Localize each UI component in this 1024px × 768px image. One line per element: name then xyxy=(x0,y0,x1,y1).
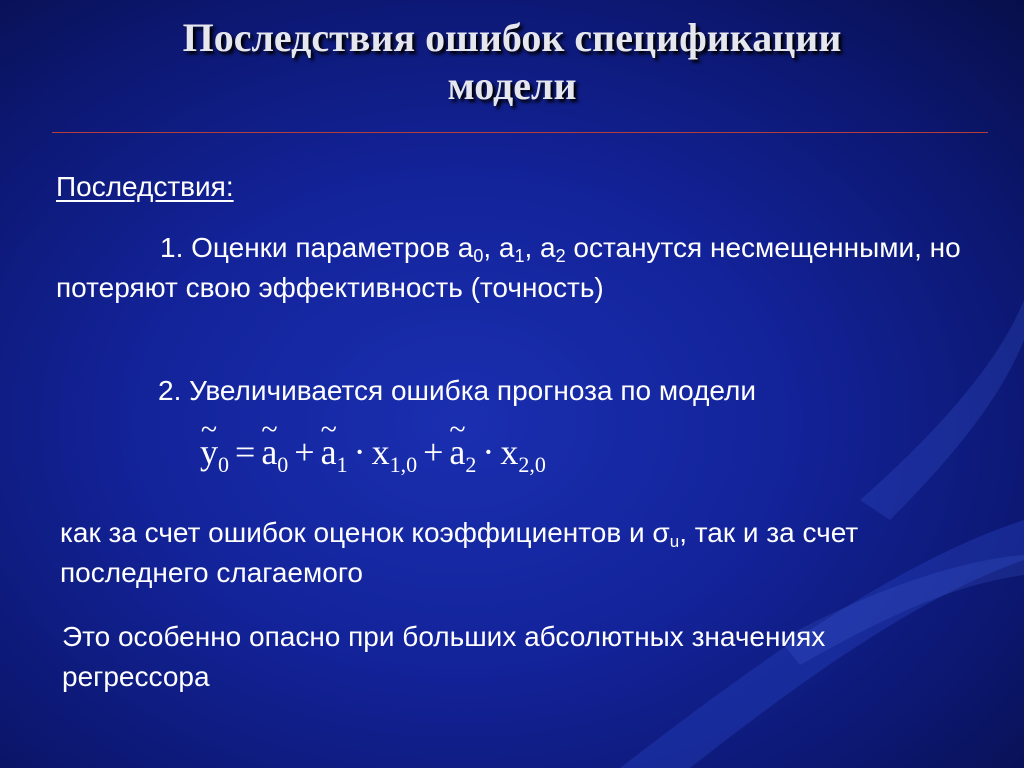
formula-dot-2: · xyxy=(482,432,495,472)
causes-suffix: , так и за счет последнего слагаемого xyxy=(60,517,859,588)
formula-a2-tilde: ~ a xyxy=(449,430,465,474)
formula-a2-sub: 2 xyxy=(465,452,477,477)
causes-prefix: как за счет ошибок оценок коэффициентов и σ xyxy=(60,517,670,548)
title-line-2: модели xyxy=(447,63,577,108)
formula-a1-sub: 1 xyxy=(336,452,348,477)
subheading: Последствия: xyxy=(56,171,234,202)
causes-sigma-sub: u xyxy=(669,532,680,551)
item1-sep2: , а xyxy=(524,232,556,263)
title-line-1: Последствия ошибок спецификации xyxy=(182,15,842,60)
formula-x1: x xyxy=(371,432,390,472)
item1-prefix: 1. Оценки параметров а xyxy=(160,232,474,263)
formula-a0-sub: 0 xyxy=(277,452,289,477)
item1-suffix: останутся несмещенными, но потеряют свою эффективность (точность) xyxy=(56,232,961,303)
list-item-1 xyxy=(56,228,976,308)
item1-sep1: , а xyxy=(483,232,515,263)
formula-a1-tilde: ~ a xyxy=(321,430,337,474)
forecast-formula xyxy=(200,430,546,477)
formula-a0-tilde: ~ a xyxy=(261,430,277,474)
formula-x1-sub: 1,0 xyxy=(389,452,418,477)
formula-x2-sub: 2,0 xyxy=(518,452,546,477)
item1-sub2: 2 xyxy=(555,246,566,266)
item1-sub0: 0 xyxy=(473,246,484,266)
list-item-2: 2. Увеличивается ошибка прогноза по модели xyxy=(158,375,757,406)
item1-sub1: 1 xyxy=(514,246,525,266)
formula-dot-1: · xyxy=(353,432,366,472)
title-divider xyxy=(52,132,988,133)
formula-plus-2: + xyxy=(423,432,444,472)
formula-y-tilde: ~ y xyxy=(200,430,218,474)
formula-y-sub: 0 xyxy=(218,452,229,477)
causes-paragraph xyxy=(60,513,960,593)
slide-title xyxy=(40,14,984,110)
formula-equals: = xyxy=(235,432,256,472)
formula-x2: x xyxy=(500,432,519,472)
formula-plus-1: + xyxy=(294,432,315,472)
danger-paragraph: Это особенно опасно при больших абсолютных значениях регрессора xyxy=(62,621,826,692)
